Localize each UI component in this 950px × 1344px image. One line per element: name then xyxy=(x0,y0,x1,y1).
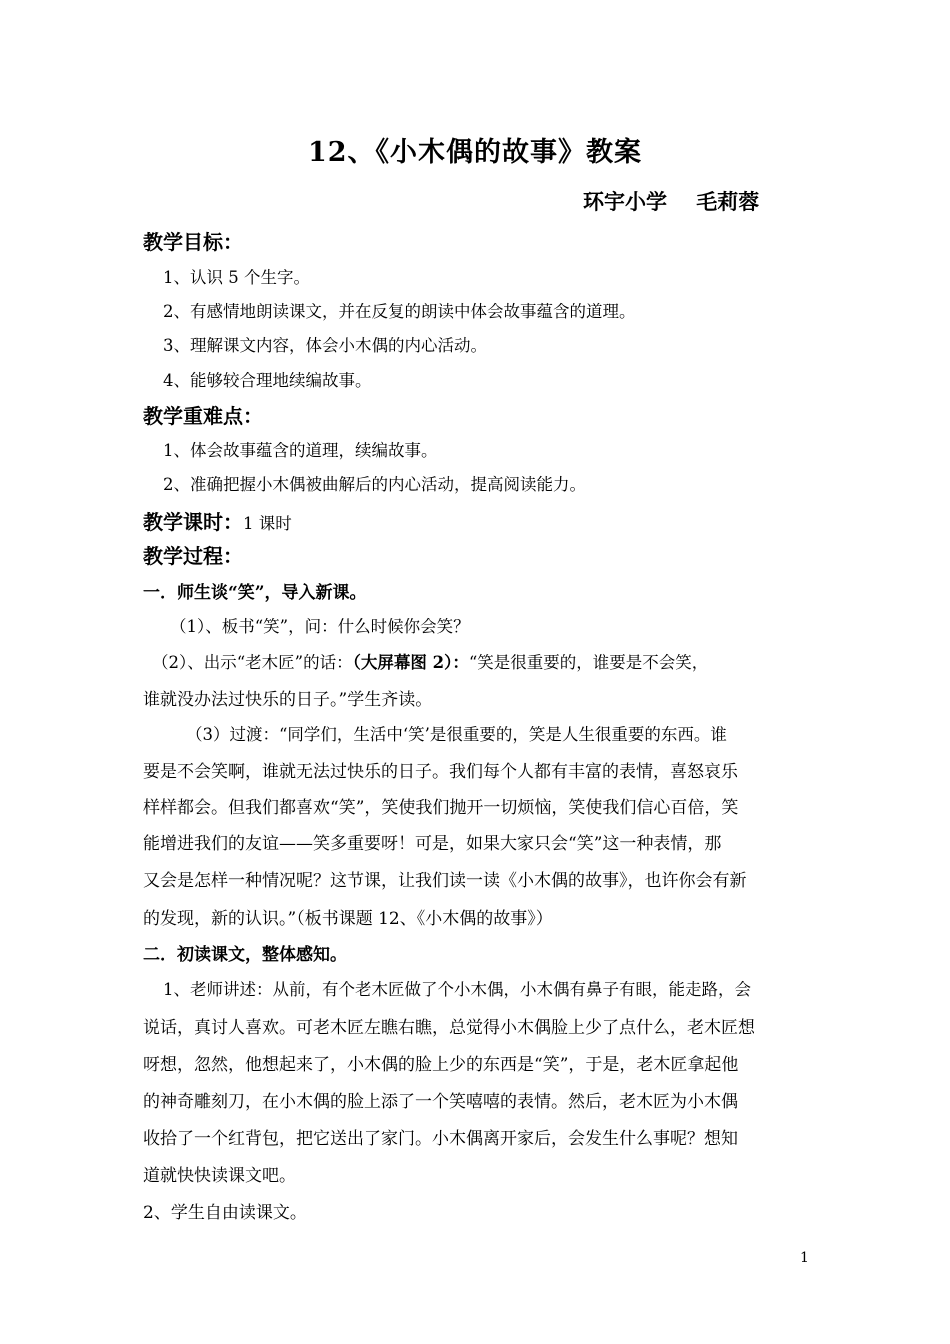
section1-item3-line: 能增进我们的友谊——笑多重要呀！可是，如果大家只会“笑”这一种表情，那 xyxy=(143,834,722,854)
section1-item3-line: 样样都会。但我们都喜欢“笑”，笑使我们抛开一切烦恼，笑使我们信心百倍，笑 xyxy=(143,798,739,818)
section2-item1-line: 的神奇雕刻刀，在小木偶的脸上添了一个笑嘻嘻的表情。然后，老木匠为小木偶 xyxy=(143,1092,738,1112)
section2-item1-line: 1、老师讲述：从前，有个老木匠做了个小木偶，小木偶有鼻子有眼，能走路，会 xyxy=(163,980,751,999)
objective-item: 3、理解课文内容，体会小木偶的内心活动。 xyxy=(163,336,487,355)
objectives-heading: 教学目标： xyxy=(143,230,243,254)
section1-item3-line: 的发现，新的认识。”（板书课题 12、《小木偶的故事》） xyxy=(143,909,553,929)
document-title: 12、《小木偶的故事》教案 xyxy=(307,137,643,168)
item2-bold: （大屏幕图 2）： xyxy=(352,653,469,672)
section1-item3-line: （3）过渡：“同学们，生活中‘笑’是很重要的，笑是人生很重要的东西。谁 xyxy=(186,725,727,744)
section2-item1-line: 说话，真讨人喜欢。可老木匠左瞧右瞧，总觉得小木偶脸上少了点什么，老木匠想 xyxy=(143,1018,755,1038)
section1-title: 一．师生谈“笑”，导入新课。 xyxy=(143,583,367,603)
objective-item: 1、认识 5 个生字。 xyxy=(163,268,310,287)
process-heading: 教学过程： xyxy=(143,544,243,568)
key-points-heading: 教学重难点： xyxy=(143,404,263,428)
section1-item1: （1）、板书“笑”，问：什么时候你会笑？ xyxy=(170,617,470,636)
section2-item1-line: 收拾了一个红背包，把它送出了家门。小木偶离开家后，会发生什么事呢？想知 xyxy=(143,1129,738,1149)
objective-item: 2、有感情地朗读课文，并在反复的朗读中体会故事蕴含的道理。 xyxy=(163,302,636,321)
key-point-item: 1、体会故事蕴含的道理，续编故事。 xyxy=(163,441,438,460)
author-line: 环宇小学 毛莉蓉 xyxy=(583,189,760,214)
section1-item3-line: 又会是怎样一种情况呢？这节课，让我们读一读《小木偶的故事》，也许你会有新 xyxy=(143,871,747,891)
objective-item: 4、能够较合理地续编故事。 xyxy=(163,371,372,390)
key-point-item: 2、准确把握小木偶被曲解后的内心活动，提高阅读能力。 xyxy=(163,475,586,494)
section1-item2-line2: 谁就没办法过快乐的日子。”学生齐读。 xyxy=(143,690,433,710)
duration-line xyxy=(143,506,292,535)
section2-title: 二．初读课文，整体感知。 xyxy=(143,945,347,965)
section2-item1-line: 道就快快读课文吧。 xyxy=(143,1166,296,1186)
item2-prefix: （2）、出示“老木匠”的话： xyxy=(152,653,353,672)
duration-heading: 教学课时： xyxy=(143,510,243,534)
section2-item2: 2、学生自由读课文。 xyxy=(143,1203,307,1223)
duration-value: 1 课时 xyxy=(243,514,292,533)
section1-item2 xyxy=(152,649,708,673)
page-number: 1 xyxy=(800,1250,809,1266)
section1-item3-line: 要是不会笑啊，谁就无法过快乐的日子。我们每个人都有丰富的表情，喜怒哀乐 xyxy=(143,762,738,782)
section2-item1-line: 呀想，忽然，他想起来了，小木偶的脸上少的东西是“笑”，于是，老木匠拿起他 xyxy=(143,1055,739,1075)
item2-rest: “笑是很重要的，谁要是不会笑， xyxy=(468,653,709,672)
